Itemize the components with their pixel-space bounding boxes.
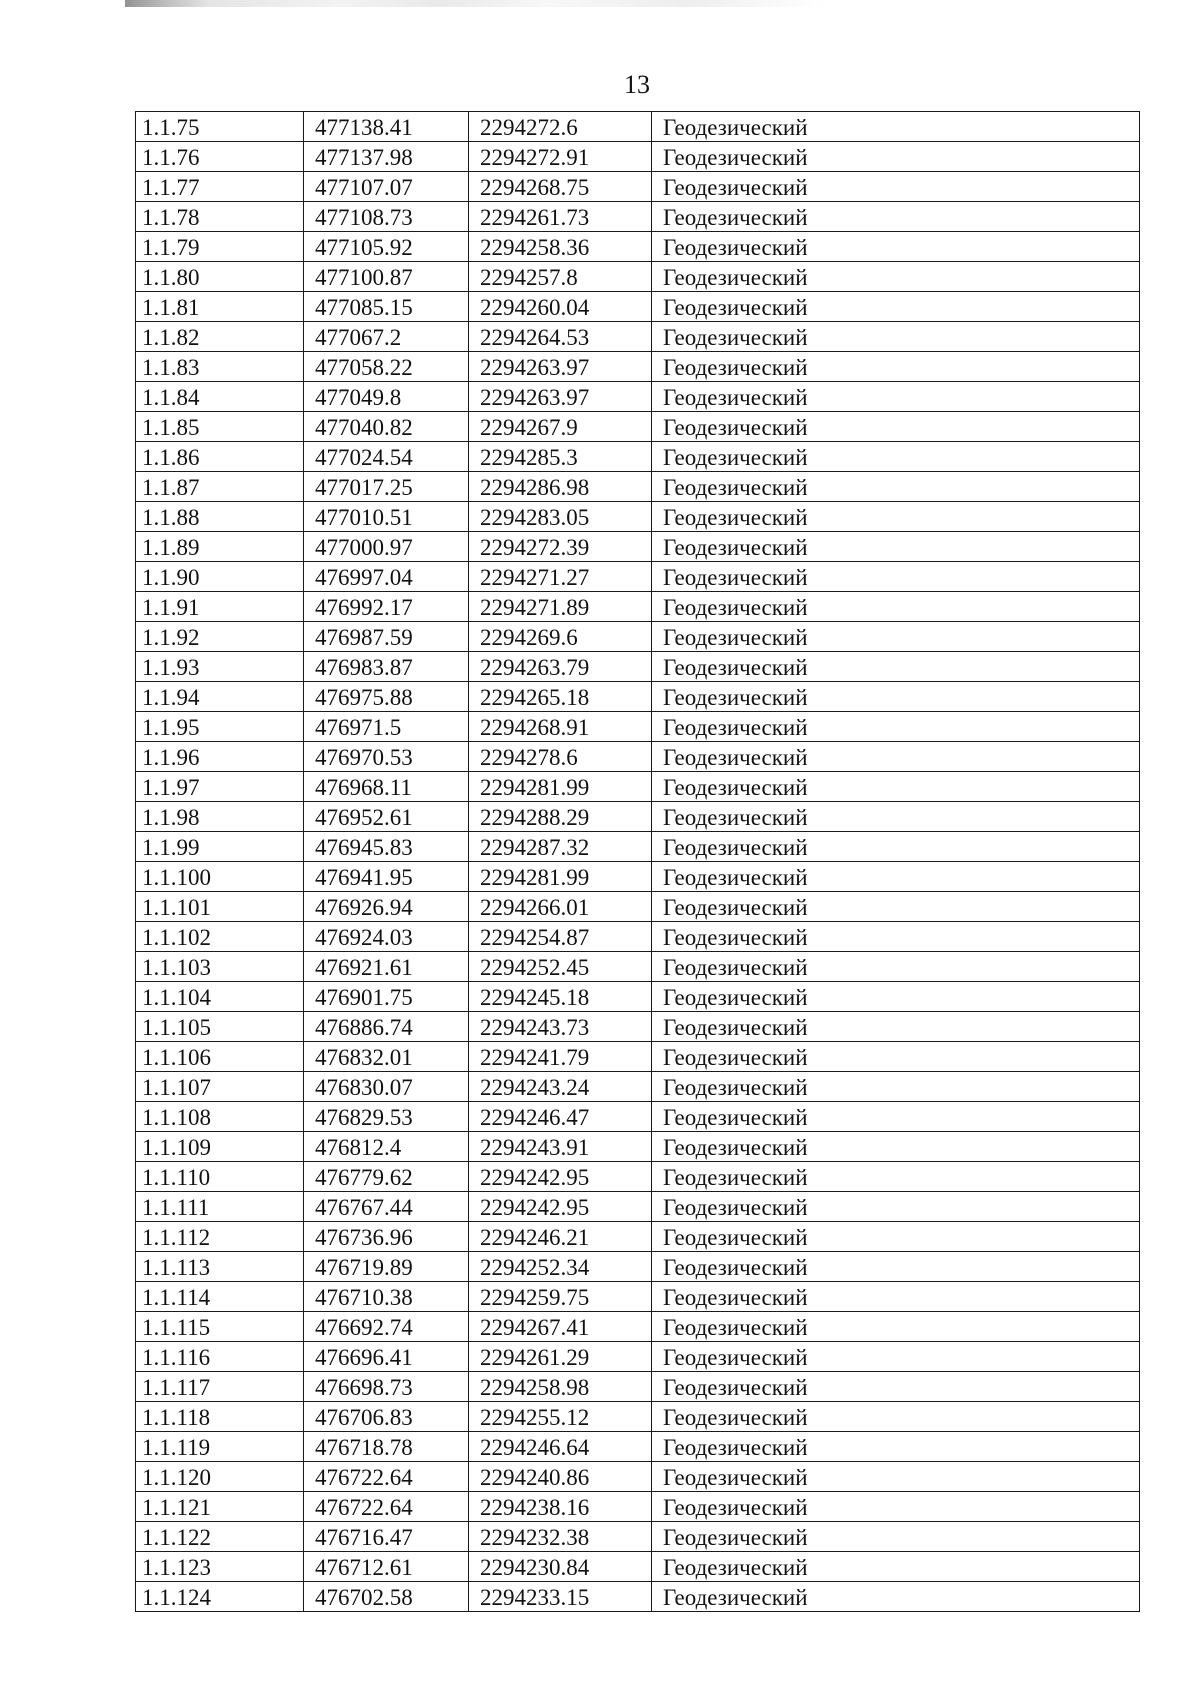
x-coordinate-cell: 477100.87 <box>304 262 469 292</box>
point-number-cell: 1.1.124 <box>136 1582 304 1612</box>
point-number-cell: 1.1.100 <box>136 862 304 892</box>
point-type-cell: Геодезический <box>652 1372 1140 1402</box>
point-type-cell: Геодезический <box>652 682 1140 712</box>
point-number-cell: 1.1.83 <box>136 352 304 382</box>
x-coordinate-cell: 477067.2 <box>304 322 469 352</box>
y-coordinate-cell: 2294242.95 <box>469 1192 652 1222</box>
point-type-cell: Геодезический <box>652 742 1140 772</box>
x-coordinate-cell: 476945.83 <box>304 832 469 862</box>
point-number-cell: 1.1.117 <box>136 1372 304 1402</box>
point-type-cell: Геодезический <box>652 532 1140 562</box>
point-number-cell: 1.1.80 <box>136 262 304 292</box>
x-coordinate-cell: 476722.64 <box>304 1492 469 1522</box>
point-type-cell: Геодезический <box>652 1252 1140 1282</box>
x-coordinate-cell: 476832.01 <box>304 1042 469 1072</box>
table-row <box>136 1132 1140 1162</box>
x-coordinate-cell: 477137.98 <box>304 142 469 172</box>
y-coordinate-cell: 2294242.95 <box>469 1162 652 1192</box>
point-type-cell: Геодезический <box>652 1462 1140 1492</box>
point-number-cell: 1.1.84 <box>136 382 304 412</box>
point-number-cell: 1.1.90 <box>136 562 304 592</box>
x-coordinate-cell: 476886.74 <box>304 1012 469 1042</box>
point-number-cell: 1.1.77 <box>136 172 304 202</box>
point-number-cell: 1.1.85 <box>136 412 304 442</box>
table-row <box>136 472 1140 502</box>
table-row <box>136 1162 1140 1192</box>
point-number-cell: 1.1.95 <box>136 712 304 742</box>
point-type-cell: Геодезический <box>652 1132 1140 1162</box>
x-coordinate-cell: 476722.64 <box>304 1462 469 1492</box>
y-coordinate-cell: 2294241.79 <box>469 1042 652 1072</box>
point-number-cell: 1.1.118 <box>136 1402 304 1432</box>
point-type-cell: Геодезический <box>652 1402 1140 1432</box>
point-type-cell: Геодезический <box>652 472 1140 502</box>
table-row <box>136 1522 1140 1552</box>
table-row <box>136 172 1140 202</box>
point-number-cell: 1.1.94 <box>136 682 304 712</box>
y-coordinate-cell: 2294243.91 <box>469 1132 652 1162</box>
point-type-cell: Геодезический <box>652 1552 1140 1582</box>
x-coordinate-cell: 477040.82 <box>304 412 469 442</box>
table-row <box>136 922 1140 952</box>
y-coordinate-cell: 2294258.36 <box>469 232 652 262</box>
point-number-cell: 1.1.96 <box>136 742 304 772</box>
x-coordinate-cell: 476696.41 <box>304 1342 469 1372</box>
x-coordinate-cell: 476812.4 <box>304 1132 469 1162</box>
point-number-cell: 1.1.98 <box>136 802 304 832</box>
point-type-cell: Геодезический <box>652 142 1140 172</box>
table-row <box>136 862 1140 892</box>
point-type-cell: Геодезический <box>652 412 1140 442</box>
x-coordinate-cell: 477085.15 <box>304 292 469 322</box>
y-coordinate-cell: 2294233.15 <box>469 1582 652 1612</box>
point-number-cell: 1.1.112 <box>136 1222 304 1252</box>
point-type-cell: Геодезический <box>652 322 1140 352</box>
table-row <box>136 622 1140 652</box>
table-row <box>136 262 1140 292</box>
table-row <box>136 1582 1140 1612</box>
point-type-cell: Геодезический <box>652 1522 1140 1552</box>
y-coordinate-cell: 2294259.75 <box>469 1282 652 1312</box>
x-coordinate-cell: 476992.17 <box>304 592 469 622</box>
table-row <box>136 1342 1140 1372</box>
y-coordinate-cell: 2294258.98 <box>469 1372 652 1402</box>
table-row <box>136 322 1140 352</box>
table-row <box>136 772 1140 802</box>
y-coordinate-cell: 2294268.91 <box>469 712 652 742</box>
y-coordinate-cell: 2294243.73 <box>469 1012 652 1042</box>
point-number-cell: 1.1.81 <box>136 292 304 322</box>
point-type-cell: Геодезический <box>652 712 1140 742</box>
point-number-cell: 1.1.78 <box>136 202 304 232</box>
y-coordinate-cell: 2294281.99 <box>469 772 652 802</box>
page-number: 13 <box>624 70 650 99</box>
point-number-cell: 1.1.109 <box>136 1132 304 1162</box>
y-coordinate-cell: 2294252.45 <box>469 952 652 982</box>
y-coordinate-cell: 2294245.18 <box>469 982 652 1012</box>
x-coordinate-cell: 476983.87 <box>304 652 469 682</box>
x-coordinate-cell: 476829.53 <box>304 1102 469 1132</box>
x-coordinate-cell: 476716.47 <box>304 1522 469 1552</box>
point-type-cell: Геодезический <box>652 952 1140 982</box>
point-number-cell: 1.1.102 <box>136 922 304 952</box>
point-number-cell: 1.1.106 <box>136 1042 304 1072</box>
point-number-cell: 1.1.97 <box>136 772 304 802</box>
table-row <box>136 832 1140 862</box>
point-number-cell: 1.1.123 <box>136 1552 304 1582</box>
y-coordinate-cell: 2294246.21 <box>469 1222 652 1252</box>
table-row <box>136 202 1140 232</box>
point-type-cell: Геодезический <box>652 1282 1140 1312</box>
y-coordinate-cell: 2294254.87 <box>469 922 652 952</box>
x-coordinate-cell: 477000.97 <box>304 532 469 562</box>
y-coordinate-cell: 2294281.99 <box>469 862 652 892</box>
table-row <box>136 562 1140 592</box>
table-row <box>136 592 1140 622</box>
point-number-cell: 1.1.92 <box>136 622 304 652</box>
y-coordinate-cell: 2294268.75 <box>469 172 652 202</box>
point-type-cell: Геодезический <box>652 562 1140 592</box>
x-coordinate-cell: 477049.8 <box>304 382 469 412</box>
scan-noise-strip <box>125 0 825 7</box>
table-row <box>136 712 1140 742</box>
x-coordinate-cell: 477107.07 <box>304 172 469 202</box>
point-number-cell: 1.1.114 <box>136 1282 304 1312</box>
table-row <box>136 1102 1140 1132</box>
table-row <box>136 292 1140 322</box>
point-type-cell: Геодезический <box>652 622 1140 652</box>
y-coordinate-cell: 2294257.8 <box>469 262 652 292</box>
point-number-cell: 1.1.108 <box>136 1102 304 1132</box>
x-coordinate-cell: 476767.44 <box>304 1192 469 1222</box>
x-coordinate-cell: 477017.25 <box>304 472 469 502</box>
y-coordinate-cell: 2294260.04 <box>469 292 652 322</box>
x-coordinate-cell: 477058.22 <box>304 352 469 382</box>
point-type-cell: Геодезический <box>652 1342 1140 1372</box>
y-coordinate-cell: 2294269.6 <box>469 622 652 652</box>
x-coordinate-cell: 476779.62 <box>304 1162 469 1192</box>
y-coordinate-cell: 2294238.16 <box>469 1492 652 1522</box>
x-coordinate-cell: 476706.83 <box>304 1402 469 1432</box>
point-type-cell: Геодезический <box>652 1582 1140 1612</box>
y-coordinate-cell: 2294263.97 <box>469 382 652 412</box>
point-type-cell: Геодезический <box>652 1312 1140 1342</box>
x-coordinate-cell: 476710.38 <box>304 1282 469 1312</box>
table-row <box>136 802 1140 832</box>
table-row <box>136 1492 1140 1522</box>
table-row <box>136 142 1140 172</box>
y-coordinate-cell: 2294272.91 <box>469 142 652 172</box>
x-coordinate-cell: 476941.95 <box>304 862 469 892</box>
y-coordinate-cell: 2294246.47 <box>469 1102 652 1132</box>
x-coordinate-cell: 477138.41 <box>304 112 469 142</box>
table-row <box>136 652 1140 682</box>
coordinates-table-body <box>136 112 1140 1612</box>
point-number-cell: 1.1.79 <box>136 232 304 262</box>
point-type-cell: Геодезический <box>652 772 1140 802</box>
x-coordinate-cell: 476830.07 <box>304 1072 469 1102</box>
point-number-cell: 1.1.110 <box>136 1162 304 1192</box>
x-coordinate-cell: 476698.73 <box>304 1372 469 1402</box>
x-coordinate-cell: 477108.73 <box>304 202 469 232</box>
x-coordinate-cell: 476702.58 <box>304 1582 469 1612</box>
y-coordinate-cell: 2294288.29 <box>469 802 652 832</box>
table-row <box>136 1252 1140 1282</box>
y-coordinate-cell: 2294272.39 <box>469 532 652 562</box>
point-type-cell: Геодезический <box>652 262 1140 292</box>
x-coordinate-cell: 476736.96 <box>304 1222 469 1252</box>
table-row <box>136 1432 1140 1462</box>
point-number-cell: 1.1.101 <box>136 892 304 922</box>
table-row <box>136 1072 1140 1102</box>
point-type-cell: Геодезический <box>652 442 1140 472</box>
x-coordinate-cell: 476975.88 <box>304 682 469 712</box>
x-coordinate-cell: 476712.61 <box>304 1552 469 1582</box>
point-type-cell: Геодезический <box>652 232 1140 262</box>
x-coordinate-cell: 476719.89 <box>304 1252 469 1282</box>
point-type-cell: Геодезический <box>652 112 1140 142</box>
x-coordinate-cell: 476987.59 <box>304 622 469 652</box>
table-row <box>136 1042 1140 1072</box>
point-type-cell: Геодезический <box>652 1432 1140 1462</box>
x-coordinate-cell: 476692.74 <box>304 1312 469 1342</box>
table-row <box>136 382 1140 412</box>
y-coordinate-cell: 2294272.6 <box>469 112 652 142</box>
table-row <box>136 412 1140 442</box>
point-number-cell: 1.1.116 <box>136 1342 304 1372</box>
y-coordinate-cell: 2294264.53 <box>469 322 652 352</box>
y-coordinate-cell: 2294255.12 <box>469 1402 652 1432</box>
point-type-cell: Геодезический <box>652 1042 1140 1072</box>
y-coordinate-cell: 2294287.32 <box>469 832 652 862</box>
table-row <box>136 442 1140 472</box>
point-number-cell: 1.1.87 <box>136 472 304 502</box>
y-coordinate-cell: 2294261.73 <box>469 202 652 232</box>
y-coordinate-cell: 2294266.01 <box>469 892 652 922</box>
table-row <box>136 1462 1140 1492</box>
point-number-cell: 1.1.115 <box>136 1312 304 1342</box>
point-type-cell: Геодезический <box>652 652 1140 682</box>
x-coordinate-cell: 476970.53 <box>304 742 469 772</box>
x-coordinate-cell: 477024.54 <box>304 442 469 472</box>
point-number-cell: 1.1.99 <box>136 832 304 862</box>
point-number-cell: 1.1.107 <box>136 1072 304 1102</box>
x-coordinate-cell: 476926.94 <box>304 892 469 922</box>
coordinates-table <box>135 111 1140 1612</box>
point-number-cell: 1.1.89 <box>136 532 304 562</box>
point-type-cell: Геодезический <box>652 1072 1140 1102</box>
table-row <box>136 892 1140 922</box>
table-row <box>136 1222 1140 1252</box>
y-coordinate-cell: 2294230.84 <box>469 1552 652 1582</box>
table-row <box>136 532 1140 562</box>
point-number-cell: 1.1.121 <box>136 1492 304 1522</box>
point-number-cell: 1.1.105 <box>136 1012 304 1042</box>
point-number-cell: 1.1.82 <box>136 322 304 352</box>
point-number-cell: 1.1.104 <box>136 982 304 1012</box>
point-type-cell: Геодезический <box>652 502 1140 532</box>
table-row <box>136 1372 1140 1402</box>
y-coordinate-cell: 2294271.89 <box>469 592 652 622</box>
point-type-cell: Геодезический <box>652 892 1140 922</box>
table-row <box>136 502 1140 532</box>
y-coordinate-cell: 2294240.86 <box>469 1462 652 1492</box>
y-coordinate-cell: 2294252.34 <box>469 1252 652 1282</box>
table-row <box>136 1012 1140 1042</box>
y-coordinate-cell: 2294246.64 <box>469 1432 652 1462</box>
point-number-cell: 1.1.88 <box>136 502 304 532</box>
point-number-cell: 1.1.119 <box>136 1432 304 1462</box>
x-coordinate-cell: 477105.92 <box>304 232 469 262</box>
table-row <box>136 682 1140 712</box>
table-row <box>136 1552 1140 1582</box>
x-coordinate-cell: 476968.11 <box>304 772 469 802</box>
table-row <box>136 1192 1140 1222</box>
point-type-cell: Геодезический <box>652 1162 1140 1192</box>
table-row <box>136 232 1140 262</box>
y-coordinate-cell: 2294263.79 <box>469 652 652 682</box>
point-type-cell: Геодезический <box>652 862 1140 892</box>
point-type-cell: Геодезический <box>652 802 1140 832</box>
y-coordinate-cell: 2294243.24 <box>469 1072 652 1102</box>
y-coordinate-cell: 2294267.41 <box>469 1312 652 1342</box>
y-coordinate-cell: 2294265.18 <box>469 682 652 712</box>
point-type-cell: Геодезический <box>652 1222 1140 1252</box>
x-coordinate-cell: 476952.61 <box>304 802 469 832</box>
y-coordinate-cell: 2294261.29 <box>469 1342 652 1372</box>
x-coordinate-cell: 476921.61 <box>304 952 469 982</box>
point-type-cell: Геодезический <box>652 922 1140 952</box>
point-type-cell: Геодезический <box>652 1102 1140 1132</box>
point-number-cell: 1.1.103 <box>136 952 304 982</box>
point-type-cell: Геодезический <box>652 1492 1140 1522</box>
point-type-cell: Геодезический <box>652 1012 1140 1042</box>
table-row <box>136 742 1140 772</box>
point-number-cell: 1.1.91 <box>136 592 304 622</box>
point-type-cell: Геодезический <box>652 382 1140 412</box>
point-number-cell: 1.1.113 <box>136 1252 304 1282</box>
point-type-cell: Геодезический <box>652 352 1140 382</box>
point-type-cell: Геодезический <box>652 982 1140 1012</box>
y-coordinate-cell: 2294283.05 <box>469 502 652 532</box>
point-type-cell: Геодезический <box>652 172 1140 202</box>
table-row <box>136 352 1140 382</box>
x-coordinate-cell: 476718.78 <box>304 1432 469 1462</box>
table-row <box>136 982 1140 1012</box>
point-type-cell: Геодезический <box>652 832 1140 862</box>
y-coordinate-cell: 2294232.38 <box>469 1522 652 1552</box>
x-coordinate-cell: 476971.5 <box>304 712 469 742</box>
point-number-cell: 1.1.120 <box>136 1462 304 1492</box>
table-row <box>136 1402 1140 1432</box>
table-row <box>136 1312 1140 1342</box>
y-coordinate-cell: 2294263.97 <box>469 352 652 382</box>
y-coordinate-cell: 2294271.27 <box>469 562 652 592</box>
table-row <box>136 112 1140 142</box>
x-coordinate-cell: 476997.04 <box>304 562 469 592</box>
point-number-cell: 1.1.86 <box>136 442 304 472</box>
point-number-cell: 1.1.122 <box>136 1522 304 1552</box>
point-number-cell: 1.1.75 <box>136 112 304 142</box>
point-type-cell: Геодезический <box>652 592 1140 622</box>
point-number-cell: 1.1.93 <box>136 652 304 682</box>
point-number-cell: 1.1.111 <box>136 1192 304 1222</box>
y-coordinate-cell: 2294267.9 <box>469 412 652 442</box>
point-type-cell: Геодезический <box>652 292 1140 322</box>
point-type-cell: Геодезический <box>652 1192 1140 1222</box>
y-coordinate-cell: 2294286.98 <box>469 472 652 502</box>
table-row <box>136 1282 1140 1312</box>
x-coordinate-cell: 477010.51 <box>304 502 469 532</box>
table-row <box>136 952 1140 982</box>
y-coordinate-cell: 2294285.3 <box>469 442 652 472</box>
point-number-cell: 1.1.76 <box>136 142 304 172</box>
y-coordinate-cell: 2294278.6 <box>469 742 652 772</box>
point-type-cell: Геодезический <box>652 202 1140 232</box>
x-coordinate-cell: 476901.75 <box>304 982 469 1012</box>
x-coordinate-cell: 476924.03 <box>304 922 469 952</box>
